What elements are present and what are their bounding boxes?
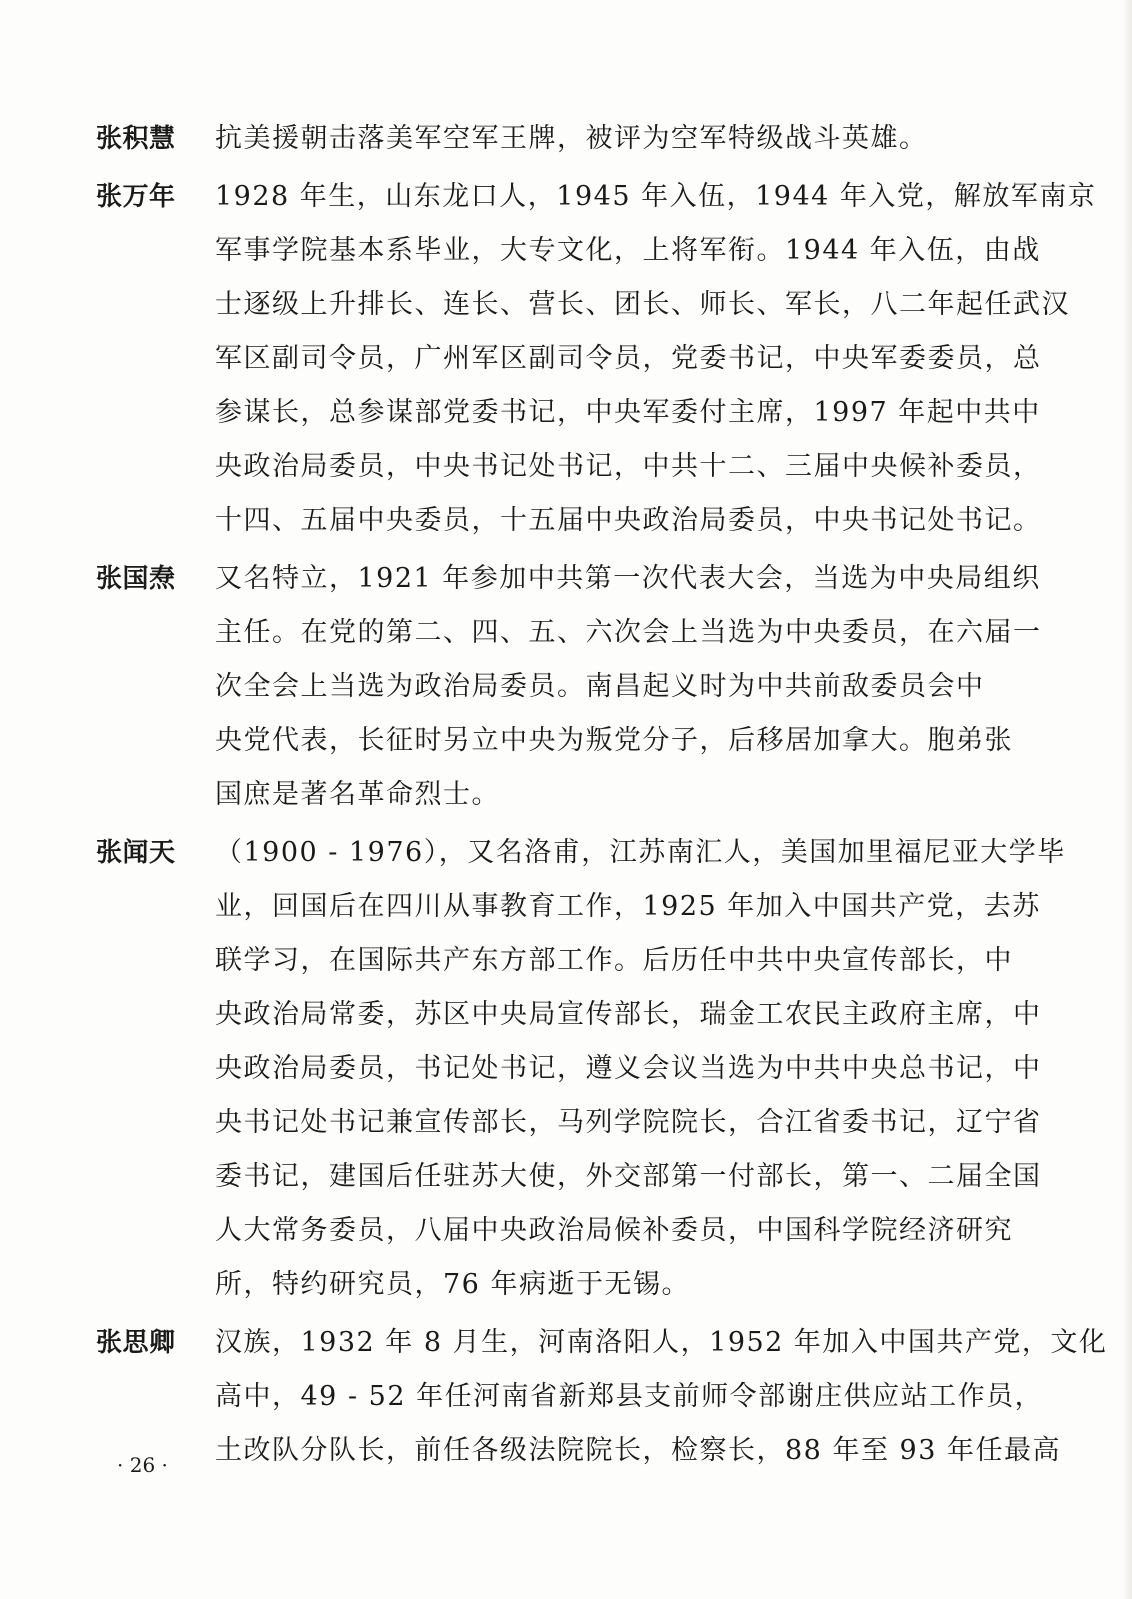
text-line: 又名特立，1921 年参加中共第一次代表大会，当选为中央局组织 — [215, 563, 1041, 594]
text-line: 央政治局委员，书记处书记，遵义会议当选为中共中央总书记，中 — [215, 1053, 1042, 1084]
entry-text — [215, 170, 1097, 548]
text-line: 人大常务委员，八届中央政治局候补委员，中国科学院经济研究 — [215, 1215, 1013, 1246]
text-line: 联学习，在国际共产东方部工作。后历任中共中央宣传部长，中 — [215, 945, 1013, 976]
text-line: 1928 年生，山东龙口人，1945 年入伍，1944 年入党，解放军南京 — [215, 181, 1097, 212]
text-line: 十四、五届中央委员，十五届中央政治局委员，中央书记处书记。 — [215, 505, 1042, 536]
text-line: （1900 - 1976），又名洛甫，江苏南汇人，美国加里福尼亚大学毕 — [215, 837, 1066, 868]
entry-list — [0, 112, 1132, 1482]
text-line: 汉族，1932 年 8 月生，河南洛阳人，1952 年加入中国共产党，文化 — [215, 1327, 1108, 1358]
entry-text — [215, 1316, 1108, 1478]
text-line: 央党代表，长征时另立中央为叛党分子，后移居加拿大。胞弟张 — [215, 725, 1013, 756]
entry-text — [215, 112, 1045, 166]
entry-name: 张万年 — [96, 182, 176, 212]
entry — [0, 826, 1132, 1312]
text-line: 抗美援朝击落美军空军王牌，被评为空军特级战斗英雄。 — [215, 123, 928, 154]
text-line: 央书记处书记兼宣传部长，马列学院院长，合江省委书记，辽宁省 — [215, 1107, 1042, 1138]
text-line: 央政治局委员，中央书记处书记，中共十二、三届中央候补委员， — [215, 451, 1042, 482]
page-number: · 26 · — [117, 1453, 168, 1477]
entry-text — [215, 552, 1045, 822]
text-line: 央政治局常委，苏区中央局宣传部长，瑞金工农民主政府主席，中 — [215, 999, 1042, 1030]
text-line: 委书记，建国后任驻苏大使，外交部第一付部长，第一、二届全国 — [215, 1161, 1042, 1192]
entry — [0, 170, 1132, 548]
entry-name: 张国焘 — [96, 564, 176, 594]
entry — [0, 1316, 1132, 1478]
entry-name: 张积慧 — [96, 124, 176, 154]
entry-name: 张闻天 — [96, 838, 176, 868]
entry-name: 张思卿 — [96, 1328, 176, 1358]
text-line: 土改队分队长，前任各级法院院长，检察长，88 年至 93 年任最高 — [215, 1435, 1061, 1466]
entry-text — [215, 826, 1066, 1312]
text-line: 士逐级上升排长、连长、营长、团长、师长、军长，八二年起任武汉 — [215, 289, 1070, 320]
text-line: 业，回国后在四川从事教育工作，1925 年加入中国共产党，去苏 — [215, 891, 1041, 922]
text-line: 军区副司令员，广州军区副司令员，党委书记，中央军委委员，总 — [215, 343, 1042, 374]
text-line: 高中，49 - 52 年任河南省新郑县支前师令部谢庄供应站工作员， — [215, 1381, 1044, 1412]
entry — [0, 112, 1132, 166]
text-line: 参谋长，总参谋部党委书记，中央军委付主席，1997 年起中共中 — [215, 397, 1041, 428]
text-line: 军事学院基本系毕业，大专文化，上将军衔。1944 年入伍，由战 — [215, 235, 1041, 266]
text-line: 国庶是著名革命烈士。 — [215, 779, 500, 810]
text-line: 次全会上当选为政治局委员。南昌起义时为中共前敌委员会中 — [215, 671, 985, 702]
text-line: 主任。在党的第二、四、五、六次会上当选为中央委员，在六届一 — [215, 617, 1042, 648]
text-line: 所，特约研究员，76 年病逝于无锡。 — [215, 1269, 690, 1300]
entry — [0, 552, 1132, 822]
